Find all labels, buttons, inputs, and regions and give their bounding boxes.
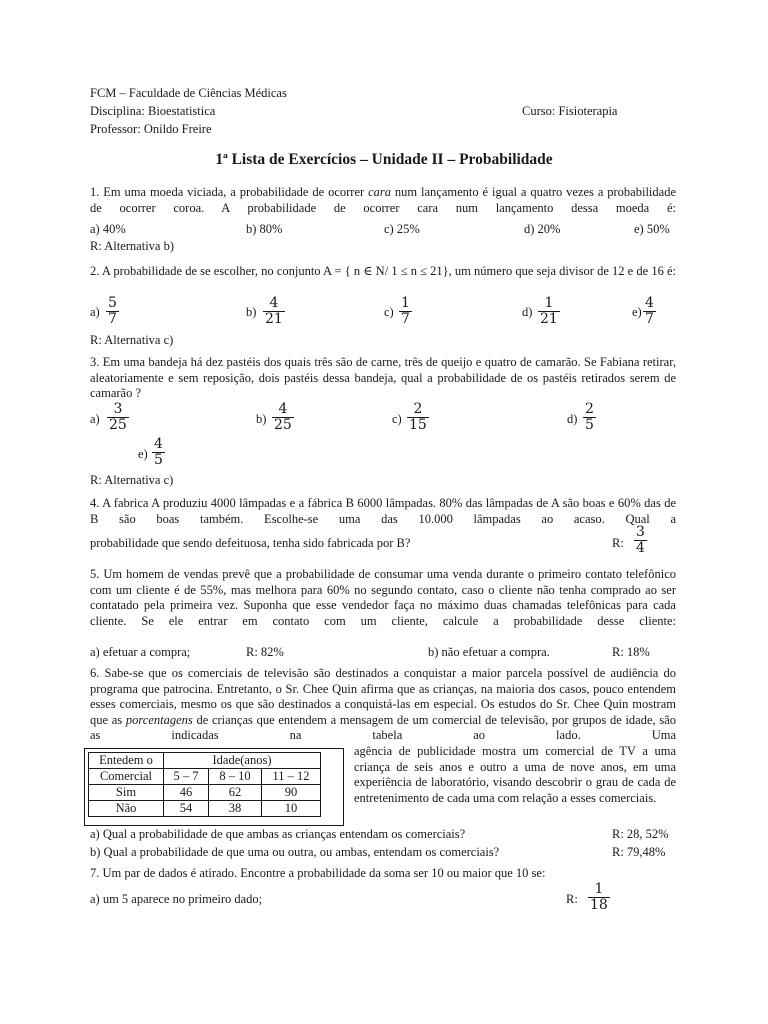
page-title: 1ª Lista de Exercícios – Unidade II – Probabilidade: [215, 151, 553, 168]
q2-option-a-label: a): [90, 305, 100, 319]
q5-item-a: a) efetuar a compra;: [90, 645, 191, 659]
table-row: [89, 801, 321, 817]
q2-option-c-fraction: $\frac{1}{7}$: [401, 295, 410, 327]
q6-answer-a: R: 28, 52%: [612, 827, 669, 841]
q2-option-e-label: e): [632, 305, 642, 319]
table-cell: 46: [164, 785, 209, 801]
q7-answer-fraction: $\frac{1}{18}$: [590, 881, 608, 913]
q3-option-b-label: b): [256, 412, 267, 426]
q3-option-a-label: a): [90, 412, 100, 426]
table-cell: 62: [209, 785, 262, 801]
q6-answer-b: R: 79,48%: [612, 845, 666, 859]
q3-answer: R: Alternativa c): [90, 473, 174, 487]
question-5-text: 5. Um homem de vendas prevê que a probabilidade de consumar uma venda durante o primeiro contato telefônico com um cliente é de 55%, mas melhora para 60% no segundo contato, caso o cliente não tenha comprado ao ser contatado pela primeira vez. Suponha que esse vendedor faça no máximo duas chamadas telefônicas para cada cliente. Se ele entrar em contato com um cliente, calcule a probabilidade desse cliente:: [90, 567, 676, 628]
q2-option-b-label: b): [246, 305, 257, 319]
q1-option-c: c) 25%: [384, 222, 420, 236]
q2-answer: R: Alternativa c): [90, 333, 174, 347]
q3-option-c-fraction: $\frac{2}{15}$: [409, 401, 427, 433]
q1-answer: R: Alternativa b): [90, 239, 175, 253]
q2-option-e-fraction: $\frac{4}{7}$: [645, 295, 654, 327]
q1-option-d: d) 20%: [524, 222, 561, 236]
table-row-label: Sim: [89, 785, 164, 801]
q3-option-a-fraction: $\frac{3}{25}$: [109, 401, 127, 433]
q1-option-e: e) 50%: [634, 222, 670, 236]
table-row: [89, 785, 321, 801]
q3-option-e-label: e): [138, 447, 148, 461]
table-col-header: 11 – 12: [262, 769, 321, 785]
q5-item-b: b) não efetuar a compra.: [428, 645, 550, 659]
table-col-header: 5 – 7: [164, 769, 209, 785]
q3-option-b-fraction: $\frac{4}{25}$: [274, 401, 292, 433]
q5-answer-a: R: 82%: [246, 645, 284, 659]
q4-answer-label: R:: [612, 536, 624, 550]
q5-answer-b: R: 18%: [612, 645, 650, 659]
q2-option-c-label: c): [384, 305, 394, 319]
table-row-label: Não: [89, 801, 164, 817]
q3-option-c-label: c): [392, 412, 402, 426]
table-cell: 90: [262, 785, 321, 801]
discipline-line: Disciplina: Bioestatistica: [90, 104, 216, 118]
q2-option-b-fraction: $\frac{4}{21}$: [265, 295, 283, 327]
institution-line: FCM – Faculdade de Ciências Médicas: [90, 86, 287, 100]
age-table: [88, 752, 321, 817]
q7-answer-label: R:: [566, 892, 578, 906]
table-cell: 10: [262, 801, 321, 817]
question-2-text: 2. A probabilidade de se escolher, no conjunto A = { n ∈ N/ 1 ≤ n ≤ 21}, um número que seja divisor de 12 e de 16 é:: [90, 264, 676, 278]
q3-option-e-fraction: $\frac{4}{5}$: [154, 436, 163, 468]
question-1-text: 1. Em uma moeda viciada, a probabilidade de ocorrer cara num lançamento é igual a quatro vezes a probabilidade de ocorrer coroa. A probabilidade de ocorrer cara num lançamento dessa moeda é:: [90, 185, 676, 215]
q2-option-a-fraction: $\frac{5}{7}$: [108, 295, 117, 327]
table-cell: 54: [164, 801, 209, 817]
table-cell: 38: [209, 801, 262, 817]
course-line: Curso: Fisioterapia: [522, 104, 618, 118]
table-corner-top: Entedem o: [89, 753, 164, 769]
q4-last-line: probabilidade que sendo defeituosa, tenha sido fabricada por B?: [90, 536, 411, 550]
question-7-text: 7. Um par de dados é atirado. Encontre a probabilidade da soma ser 10 ou maior que 10 se:: [90, 866, 546, 880]
q7-item-a: a) um 5 aparece no primeiro dado;: [90, 892, 263, 906]
q6-item-a: a) Qual a probabilidade de que ambas as crianças entendam os comerciais?: [90, 827, 466, 841]
q1-option-a: a) 40%: [90, 222, 126, 236]
question-3-text: 3. Em uma bandeja há dez pastéis dos quais três são de carne, três de queijo e quatro de camarão. Se Fabiana retirar, aleatoriamente e sem reposição, dois pastéis dessa bandeja, qual a probabilidade de os pastéis retirados serem de camarão ?: [90, 355, 676, 400]
table-corner-bottom: Comercial: [89, 769, 164, 785]
q4-answer-fraction: $\frac{3}{4}$: [636, 524, 645, 556]
question-4-text: 4. A fabrica A produziu 4000 lâmpadas e a fábrica B 6000 lâmpadas. 80% das lâmpadas de A são boas e 60% das de B são boas também. Escolhe-se uma das 10.000 lâmpadas ao acaso. Qual a: [90, 496, 676, 526]
question-6-text: 6. Sabe-se que os comerciais de televisão são destinados a conquistar a maior parcela possível de audiência do programa que patrocina. Entretanto, o Sr. Chee Quin afirma que as crianças, na maioria dos casos, pouco entendem esses comerciais, mesmo os que são destinados a conquistá-las em especial. Os estudos do Sr. Chee Quin mostram que as porcentagens de crianças que entendem a mensagem de um comercial de televisão, por grupos de idade, são as indicadas na tabela ao lado. Uma: [90, 666, 676, 742]
q6-item-b: b) Qual a probabilidade de que uma ou outra, ou ambas, entendam os comerciais?: [90, 845, 500, 859]
table-group-header: Idade(anos): [164, 753, 321, 769]
q1-option-b: b) 80%: [246, 222, 283, 236]
q2-option-d-fraction: $\frac{1}{21}$: [540, 295, 558, 327]
professor-line: Professor: Onildo Freire: [90, 122, 212, 136]
q2-option-d-label: d): [522, 305, 533, 319]
question-6-side-text: agência de publicidade mostra um comercial de TV a uma criança de seis anos e outro a uma de nove anos, em uma experiência de laboratório, visando descobrir o grau de cada de entretenimento de cada uma com relação a esses comerciais.: [354, 744, 676, 805]
q3-option-d-fraction: $\frac{2}{5}$: [585, 401, 594, 433]
q3-option-d-label: d): [567, 412, 578, 426]
table-col-header: 8 – 10: [209, 769, 262, 785]
